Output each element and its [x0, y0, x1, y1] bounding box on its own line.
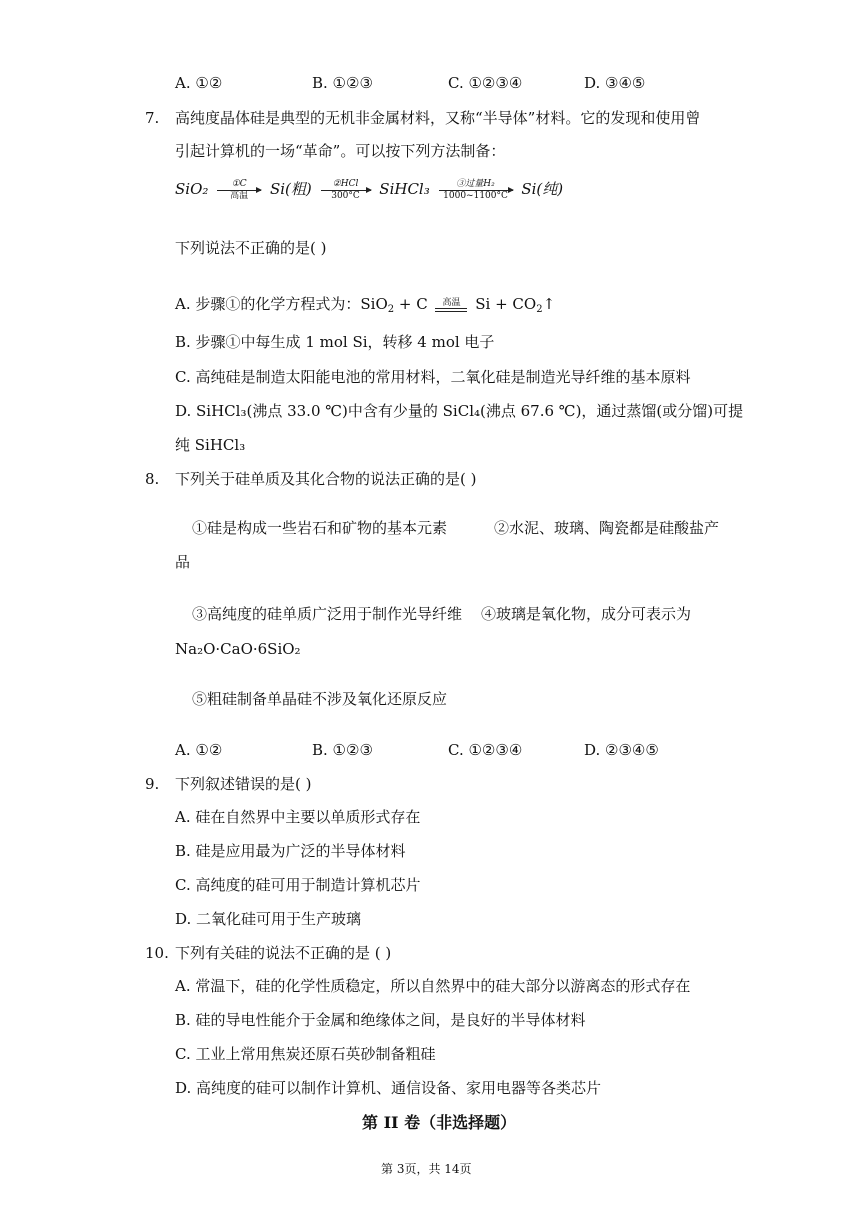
- section-heading: 第 II 卷（非选择题）: [362, 1113, 517, 1132]
- page-footer: 第 3页，共 14页: [381, 1162, 472, 1176]
- option-a: A. ①②: [175, 741, 223, 759]
- question-number: 7.: [145, 109, 160, 127]
- option-b: B. 步骤①中每生成 1 mol Si，转移 4 mol 电子: [175, 333, 495, 351]
- option-d: D. ②③④⑤: [584, 741, 659, 759]
- question-stem-line1: 高纯度晶体硅是典型的无机非金属材料，又称“半导体”材料。它的发现和使用曾: [175, 109, 701, 127]
- scheme-si-crude: Si(粗): [269, 180, 312, 198]
- option-c: C. 高纯硅是制造太阳能电池的常用材料，二氧化硅是制造光导纤维的基本原料: [175, 368, 691, 386]
- arrow-1-label: ①C: [231, 178, 247, 189]
- question-stem: 下列有关硅的说法不正确的是 ( ): [175, 944, 392, 962]
- question-number: 10.: [145, 944, 169, 962]
- option-a-products: Si + CO: [470, 295, 537, 313]
- question-stem: 下列关于硅单质及其化合物的说法正确的是( ): [175, 470, 477, 488]
- scheme-sihcl3: SiHCl₃: [379, 180, 430, 198]
- question-number: 9.: [145, 775, 160, 793]
- option-c: C. ①②③④: [448, 741, 523, 759]
- statement-4-formula: Na₂O·CaO·6SiO₂: [175, 640, 301, 658]
- option-d: D. 二氧化硅可用于生产玻璃: [175, 910, 362, 928]
- condition-text: 高温: [442, 298, 461, 308]
- statement-2-cont: 品: [175, 553, 191, 571]
- question-stem: 下列叙述错误的是( ): [175, 775, 312, 793]
- option-a-text: A. 步骤①的化学方程式为：SiO: [175, 295, 388, 313]
- option-d-line1: D. SiHCl₃(沸点 33.0 ℃)中含有少量的 SiCl₄(沸点 67.6 ℃)，通过蒸馏(或分馏)可提: [175, 402, 744, 420]
- reaction-condition: [435, 298, 467, 312]
- scheme-arrow-2: [321, 179, 371, 202]
- question-prompt: 下列说法不正确的是( ): [175, 239, 327, 257]
- option-c: C. 高纯度的硅可用于制造计算机芯片: [175, 876, 421, 894]
- q6-option-a: A. ①②: [175, 74, 223, 92]
- scheme-arrow-3: [439, 179, 513, 202]
- option-b: B. ①②③: [312, 741, 373, 759]
- q6-option-d: D. ③④⑤: [584, 74, 646, 92]
- question-number: 8.: [145, 470, 160, 488]
- option-a: A. 硅在自然界中主要以单质形式存在: [175, 808, 421, 826]
- arrow-3-condition: 1000~1100°C: [443, 190, 508, 201]
- option-a-reactant: + C: [394, 295, 433, 313]
- option-b: B. 硅是应用最为广泛的半导体材料: [175, 842, 406, 860]
- arrow-2-label: ②HCl: [332, 178, 359, 189]
- option-c: C. 工业上常用焦炭还原石英砂制备粗硅: [175, 1045, 436, 1063]
- arrow-3-label: ③过量H₂: [456, 178, 495, 189]
- statement-4: ④玻璃是氧化物，成分可表示为: [481, 605, 692, 623]
- option-d-line2: 纯 SiHCl₃: [175, 436, 246, 454]
- scheme-sio2: SiO₂: [175, 180, 209, 198]
- arrow-1-condition: 高温: [230, 190, 249, 201]
- statement-1: ①硅是构成一些岩石和矿物的基本元素: [192, 519, 448, 537]
- question-stem-line2: 引起计算机的一场“革命”。可以按下列方法制备：: [175, 142, 506, 160]
- option-d: D. 高纯度的硅可以制作计算机、通信设备、家用电器等各类芯片: [175, 1079, 602, 1097]
- option-a: A. 常温下，硅的化学性质稳定，所以自然界中的硅大部分以游离态的形式存在: [175, 977, 691, 995]
- reaction-scheme: [175, 172, 563, 212]
- statement-3: ③高纯度的硅单质广泛用于制作光导纤维: [192, 605, 463, 623]
- option-a: A. 步骤①的化学方程式为：SiO$_2$ + C 高温 $Si + CO_2↑$: [175, 295, 556, 315]
- q6-option-c: C. ①②③④: [448, 74, 523, 92]
- gas-arrow: ↑: [542, 295, 556, 313]
- statement-5: ⑤粗硅制备单晶硅不涉及氧化还原反应: [192, 690, 448, 708]
- arrow-2-condition: 300°C: [331, 190, 360, 201]
- option-b: B. 硅的导电性能介于金属和绝缘体之间，是良好的半导体材料: [175, 1011, 586, 1029]
- scheme-arrow-1: [217, 179, 261, 202]
- statement-2: ②水泥、玻璃、陶瓷都是硅酸盐产: [494, 519, 720, 537]
- scheme-si-pure: Si(纯): [521, 180, 564, 198]
- q6-option-b: B. ①②③: [312, 74, 373, 92]
